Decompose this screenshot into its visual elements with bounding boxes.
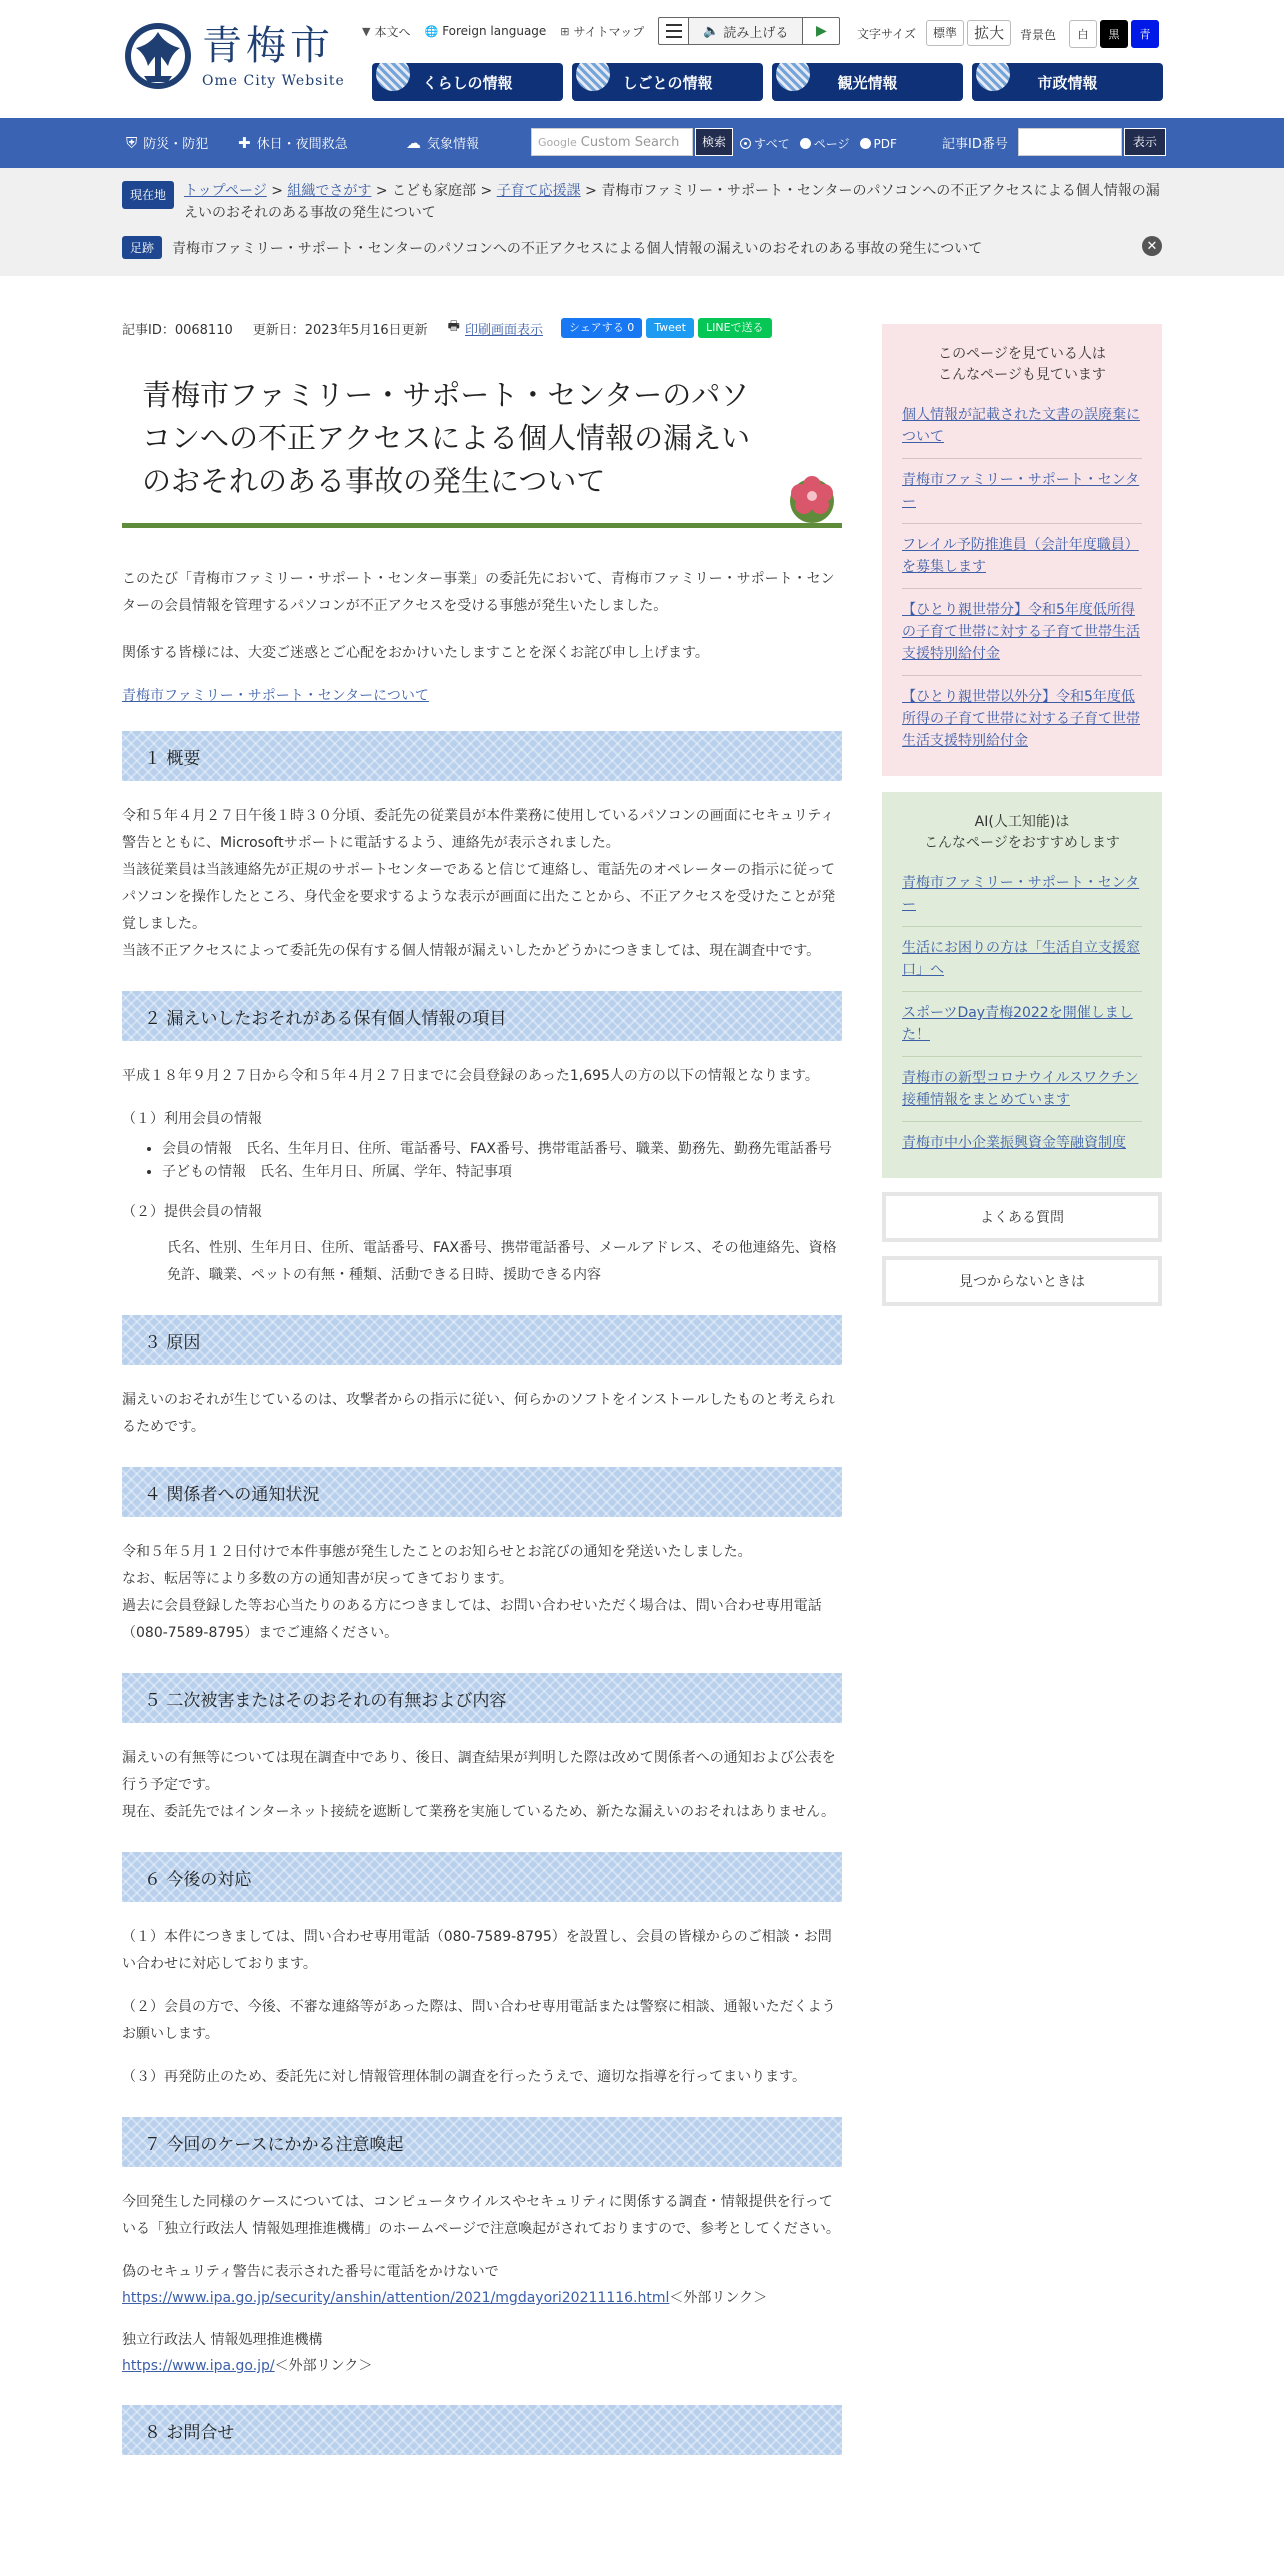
list-item: スポーツDay青梅2022を開催しました！ xyxy=(902,992,1142,1057)
font-size-large-button[interactable]: 拡大 xyxy=(967,20,1011,46)
section-heading: ７ 今回のケースにかかる注意喚起 xyxy=(122,2117,842,2167)
gnav-deco-icon xyxy=(376,63,410,91)
list-item: 【ひとり親世帯分】令和5年度低所得の子育て世帯に対する子育て世帯生活支援特別給付金 xyxy=(902,589,1142,676)
current-location-tag: 現在地 xyxy=(122,181,174,209)
list-item: 青梅市中小企業振興資金等融資制度 xyxy=(902,1135,1126,1151)
section-heading: ４ 関係者への通知状況 xyxy=(122,1467,842,1517)
list-item: 【ひとり親世帯以外分】令和5年度低所得の子育て世帯に対する子育て世帯生活支援特別給付金 xyxy=(902,689,1140,749)
article-id: 記事ID：0068110 xyxy=(122,322,233,338)
section-body: 今回発生した同様のケースについては、コンピュータウイルスやセキュリティに関係する調査・情報提供を行っている「独立行政法人 情報処理推進機構」のホームページで注意喚起がされておりますので、参考としてください。 xyxy=(122,2194,840,2237)
breadcrumb-area xyxy=(0,168,1284,276)
list-item: フレイル予防推進員（会計年度職員）を募集します xyxy=(902,524,1142,589)
provider-info: 氏名、性別、生年月日、住所、電話番号、FAX番号、携帯電話番号、メールアドレス、その他連絡先、資格免許、職業、ペットの有無・種類、活動できる日時、援助できる内容 xyxy=(167,1240,837,1283)
site-logo[interactable] xyxy=(122,20,345,92)
scope-all-radio[interactable]: すべて xyxy=(740,135,790,152)
play-icon[interactable]: ▶ xyxy=(816,23,827,39)
breadcrumb-current: 青梅市ファミリー・サポート・センターのパソコンへの不正アクセスによる個人情報の漏えいのおそれのある事故の発生について xyxy=(184,183,1160,221)
list-item: 生活にお困りの方は「生活自立支援窓口」へ xyxy=(902,927,1142,992)
search-input[interactable]: Google Custom Search xyxy=(531,128,693,156)
utility-links xyxy=(362,18,840,44)
footprint-item[interactable]: 青梅市ファミリー・サポート・センターのパソコンへの不正アクセスによる個人情報の漏えいのおそれのある事故の発生について xyxy=(172,240,983,257)
global-nav xyxy=(372,63,1172,101)
close-icon[interactable]: ✕ xyxy=(1142,236,1162,256)
plum-flower-icon xyxy=(784,471,840,525)
list-item: 青梅市の新型コロナウイルスワクチン接種情報をまとめています xyxy=(902,1057,1142,1122)
subnav-weather[interactable]: ☁ 気象情報 xyxy=(406,133,480,152)
also-viewed-heading: このページを見ている人は こんなページも見ています xyxy=(938,346,1106,383)
bg-black-button[interactable]: 黒 xyxy=(1100,20,1128,48)
external-link-label: ＜外部リンク＞ xyxy=(274,2358,373,2374)
list-item: • 子どもの情報 氏名、生年月日、所属、学年、特記事項 xyxy=(162,1161,842,1183)
gnav-deco-icon xyxy=(776,63,810,91)
list-item: 個人情報が記載された文書の誤廃棄について xyxy=(902,394,1142,459)
print-link[interactable]: 🖶 印刷画面表示 xyxy=(447,319,543,338)
ipa-attention-link[interactable]: https://www.ipa.go.jp/security/anshin/attention/2021/mgdayori20211116.html xyxy=(122,2290,670,2306)
printer-icon: 🖶 xyxy=(447,319,460,334)
article-id-button[interactable]: 表示 xyxy=(1124,128,1166,156)
line-share-button[interactable]: LINEで送る xyxy=(698,318,772,338)
main-content xyxy=(122,316,842,2455)
search-scope xyxy=(740,135,907,152)
section-body: （１）本件につきましては、問い合わせ専用電話（080-7589-8795）を設置し、会員の皆様からのご相談・お問い合わせに対応しております。 xyxy=(122,1929,832,1972)
site-header xyxy=(0,0,1284,118)
article-id-input[interactable] xyxy=(1018,128,1122,156)
gnav-living[interactable]: くらしの情報 xyxy=(372,63,563,101)
font-size-normal-button[interactable]: 標準 xyxy=(926,20,964,46)
read-aloud-menu-icon[interactable] xyxy=(659,18,689,44)
intro-paragraph: このたび「青梅市ファミリー・サポート・センター事業」の委託先において、青梅市ファミリー・サポート・センターの会員情報を管理するパソコンが不正アクセスを受ける事態が発生いたしました。 xyxy=(122,571,835,614)
member-info-list xyxy=(162,1138,842,1183)
gnav-work[interactable]: しごとの情報 xyxy=(572,63,763,101)
section-heading: ６ 今後の対応 xyxy=(122,1852,842,1902)
gnav-cityhall[interactable]: 市政情報 xyxy=(972,63,1163,101)
section-heading: ５ 二次被害またはそのおそれの有無および内容 xyxy=(122,1673,842,1723)
section-body: （２）会員の方で、今後、不審な連絡等があった際は、問い合わせ専用電話または警察に相談、通報いただくようお願いします。 xyxy=(122,1999,836,2042)
shield-icon: ⛨ xyxy=(126,133,138,152)
also-viewed-box xyxy=(882,324,1162,776)
reference-1 xyxy=(122,2259,842,2311)
section-body: 令和５年４月２７日午後１時３０分頃、委託先の従業員が本件業務に使用しているパソコンの画面にセキュリティ警告とともに、Microsoftサポートに電話するよう、連絡先が表示されました。 当該従業員は当該連絡先が正規のサポートセンターであると信じて連絡し、電話先のオペレーターの指示に従ってパソコンを操作したところ、身代金を要求するような表示が画面に出たことから、不正アクセスを受けたことが発覚しました。 当該不正アクセスによって委託先の保有する個人情報が漏えいしたかどうかにつきましては、現在調査中です。 xyxy=(122,808,836,959)
article-id-label: 記事ID番号 xyxy=(942,136,1008,152)
gnav-deco-icon xyxy=(576,63,610,91)
section-body: 平成１８年９月２７日から令和５年４月２７日までに会員登録のあった1,695人の方の以下の情報となります。 xyxy=(122,1068,819,1084)
subsection-heading: （１）利用会員の情報 xyxy=(122,1111,262,1127)
skip-to-content-link[interactable]: ▼ 本文へ xyxy=(362,24,411,39)
triangle-down-icon: ▼ xyxy=(362,24,371,38)
faq-button[interactable]: よくある質問 xyxy=(882,1192,1162,1242)
scope-pdf-radio[interactable]: PDF xyxy=(860,135,897,152)
read-aloud-widget xyxy=(658,17,840,45)
list-item: • 会員の情報 氏名、生年月日、住所、電話番号、FAX番号、携帯電話番号、職業、勤務先、勤務先電話番号 xyxy=(162,1138,842,1160)
list-item: 青梅市ファミリー・サポート・センター xyxy=(902,459,1142,524)
weather-icon: ☁ xyxy=(406,133,421,152)
external-link-label: ＜外部リンク＞ xyxy=(669,2290,768,2306)
section-body: （３）再発防止のため、委託先に対し情報管理体制の調査を行ったうえで、適切な指導を行ってまいります。 xyxy=(122,2069,807,2085)
article-meta xyxy=(122,316,842,340)
title-block xyxy=(122,374,842,528)
city-name: 青梅市 xyxy=(202,23,334,69)
reference-2 xyxy=(122,2327,842,2379)
background-color-label: 背景色 xyxy=(1020,27,1057,42)
font-size-label: 文字サイズ xyxy=(857,26,917,41)
section-body: 漏えいのおそれが生じているのは、攻撃者からの指示に従い、何らかのソフトをインストールしたものと考えられるためです。 xyxy=(122,1392,836,1435)
ipa-home-link[interactable]: https://www.ipa.go.jp/ xyxy=(122,2358,275,2374)
breadcrumb-top-link[interactable]: トップページ xyxy=(184,183,267,199)
gnav-tourism[interactable]: 観光情報 xyxy=(772,63,963,101)
updated-date: 更新日：2023年5月16日更新 xyxy=(252,322,428,338)
search-button[interactable]: 検索 xyxy=(695,128,733,156)
apology-paragraph: 関係する皆様には、大変ご迷惑とご心配をおかけいたしますことを深くお詫び申し上げます。 xyxy=(122,645,709,661)
breadcrumb: 現在地 トップページ > 組織でさがす > こども家庭部 > 子育て応援課 > 青梅市ファミリー・サポート・センターのパソコンへの不正アクセスによる個人情報の漏えいのおそれのある事故の発生について xyxy=(122,180,1162,224)
subnav-disaster[interactable]: ⛨ 防災・防犯 xyxy=(126,133,209,152)
speaker-icon: 🔈 xyxy=(703,23,720,39)
background-color-control xyxy=(1020,20,1159,48)
section-body: 令和５年５月１２日付けで本件事態が発生したことのお知らせとお詫びの通知を発送いたしました。 なお、転居等により多数の方の通知書が戻ってきております。 過去に会員登録した等お心当たりのある方につきましては、お問い合わせいただく場合は、問い合わせ専用電話（080-7589-8795）までご連絡ください。 xyxy=(122,1544,822,1641)
bg-white-button[interactable]: 白 xyxy=(1069,20,1097,48)
breadcrumb-section-link[interactable]: 子育て応援課 xyxy=(496,183,581,199)
site-search xyxy=(531,128,733,156)
hospital-icon: ✚ xyxy=(238,133,251,152)
city-subtitle: Ome City Website xyxy=(202,73,345,89)
font-size-control xyxy=(857,20,1014,46)
tweet-button[interactable]: Tweet xyxy=(646,318,694,338)
sitemap-link[interactable]: ⊞ サイトマップ xyxy=(560,24,645,39)
ai-recommend-box xyxy=(882,792,1162,1178)
section-heading: ３ 原因 xyxy=(122,1315,842,1365)
breadcrumb-org-link[interactable]: 組織でさがす xyxy=(287,183,372,199)
gnav-deco-icon xyxy=(976,63,1010,91)
subnav-emergency[interactable]: ✚ 休日・夜間救急 xyxy=(238,133,348,152)
article-id-search xyxy=(942,128,1166,156)
foreign-language-link[interactable]: 🌐 Foreign language xyxy=(424,24,547,38)
footprint xyxy=(122,236,1162,259)
reference-title: 独立行政法人 情報処理推進機構 xyxy=(122,2332,323,2348)
read-aloud-button[interactable]: 🔈 読み上げる xyxy=(689,18,803,44)
subsection-heading: （２）提供会員の情報 xyxy=(122,1204,262,1220)
sitemap-icon: ⊞ xyxy=(560,24,570,38)
city-emblem-icon xyxy=(122,20,194,92)
bg-blue-button[interactable]: 青 xyxy=(1131,20,1159,48)
ai-recommend-heading: AI(人工知能)は こんなページをおすすめします xyxy=(924,814,1120,851)
fsc-about-link[interactable]: 青梅市ファミリー・サポート・センターについて xyxy=(122,688,429,704)
share-buttons xyxy=(561,318,776,338)
scope-page-radio[interactable]: ページ xyxy=(800,135,850,152)
globe-icon: 🌐 xyxy=(424,24,439,38)
breadcrumb-dept: こども家庭部 xyxy=(392,183,477,199)
facebook-share-button[interactable]: シェアする 0 xyxy=(561,318,642,338)
reference-title: 偽のセキュリティ警告に表示された番号に電話をかけないで xyxy=(122,2264,499,2280)
section-body: 漏えいの有無等については現在調査中であり、後日、調査結果が判明した際は改めて関係者への通知および公表を行う予定です。 現在、委託先ではインターネット接続を遮断して業務を実施しているため、新たな漏えいのおそれはありません。 xyxy=(122,1750,836,1820)
section-heading: ２ 漏えいしたおそれがある保有個人情報の項目 xyxy=(122,991,842,1041)
not-found-button[interactable]: 見つからないときは xyxy=(882,1256,1162,1306)
section-heading: ８ お問合せ xyxy=(122,2405,842,2455)
sub-nav-bar xyxy=(0,118,1284,168)
footprint-tag: 足跡 xyxy=(122,236,162,259)
list-item: 青梅市ファミリー・サポート・センター xyxy=(902,862,1142,927)
sidebar xyxy=(882,324,1162,1306)
section-heading: １ 概要 xyxy=(122,731,842,781)
page-title: 青梅市ファミリー・サポート・センターのパソコンへの不正アクセスによる個人情報の漏えいのおそれのある事故の発生について xyxy=(142,378,751,498)
